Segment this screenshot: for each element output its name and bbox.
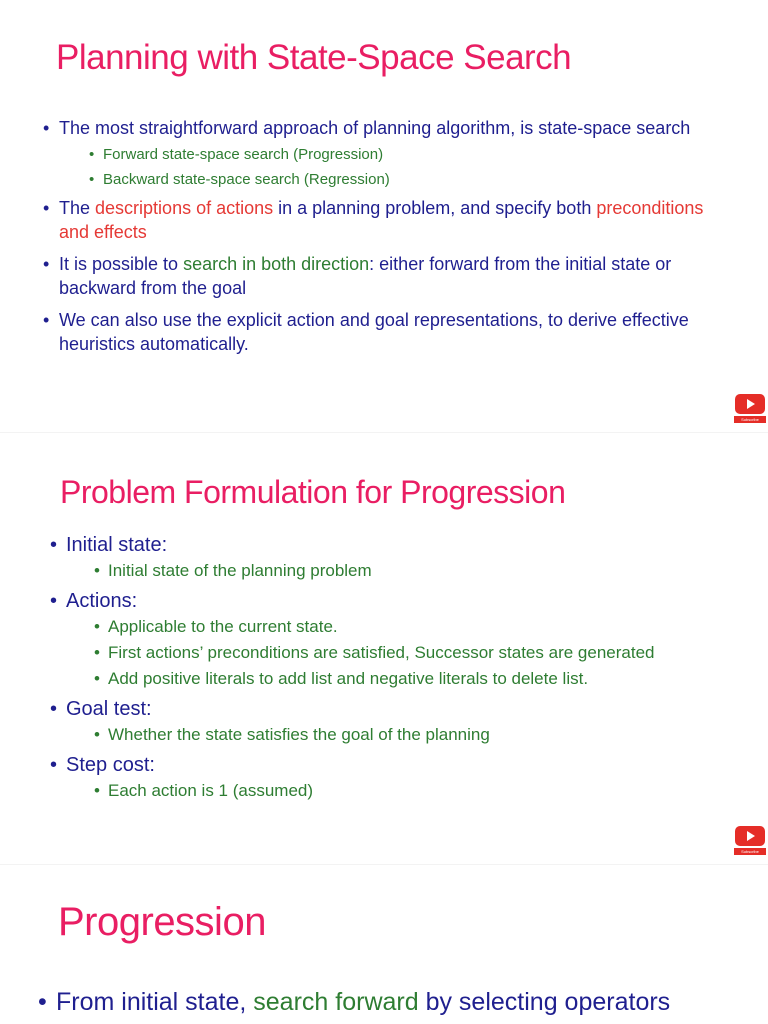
subscribe-label: Subscribe [734,848,766,855]
slide-problem-formulation [0,432,768,864]
bullet-list [50,532,740,808]
bullet-item: • Initial state: • Initial state of the planning problem [50,532,740,582]
sub-bullet-item: • Applicable to the current state. [94,616,740,638]
highlight-text: search forward [253,988,419,1016]
slide-title: Planning with State-Space Search [56,38,572,77]
bullet-item: • It is possible to search in both direction: either forward from the initial state or backward from the goal [43,252,733,300]
bullet-item: • The descriptions of actions in a planning problem, and specify both preconditions and effects [43,196,733,244]
highlight-text: preconditions and effects [59,198,704,242]
sub-bullet-item: • Whether the state satisfies the goal of the planning [94,724,740,746]
sub-bullet-item: • Add positive literals to add list and negative literals to delete list. [94,668,740,690]
bullet-item: • Actions: • Applicable to the current state. • First actions’ preconditions are satisfied, Successor states are generated • Add positive literals to add list and negative literals to delete list. [50,588,740,690]
bullet-item: • Goal test: • Whether the state satisfies the goal of the planning [50,696,740,746]
subscribe-badge[interactable] [734,394,766,424]
youtube-play-icon [735,394,765,414]
subscribe-badge[interactable] [734,826,766,856]
bullet-item: • Step cost: • Each action is 1 (assumed) [50,752,740,802]
sub-bullet-item: • Forward state-space search (Progression) [89,142,733,167]
sub-bullet-list [94,616,740,690]
sub-bullet-item: • First actions’ preconditions are satisfied, Successor states are generated [94,642,740,664]
sub-bullet-item: • Initial state of the planning problem [94,560,740,582]
bullet-item: • We can also use the explicit action and goal representations, to derive effective heuristics automatically. [43,308,733,356]
sub-bullet-list [89,142,733,192]
slide-title: Progression [58,900,266,944]
bullet-item: • The most straightforward approach of planning algorithm, is state-space search • Forward state-space search (Progression) • Backward state-space search (Regression) [43,116,733,192]
highlight-text: descriptions of actions [95,198,274,218]
bullet-item: • From initial state, search forward by selecting operators [38,986,758,1018]
sub-bullet-item: • Backward state-space search (Regression) [89,167,733,192]
sub-bullet-item: • Each action is 1 (assumed) [94,780,740,802]
bullet-list [43,116,733,364]
slide-state-space-search [0,0,768,432]
sub-bullet-list [94,560,740,582]
slide-progression [0,864,768,1024]
youtube-play-icon [735,826,765,846]
sub-bullet-list [94,724,740,746]
subscribe-label: Subscribe [734,416,766,423]
bullet-list [38,986,758,1018]
highlight-text: search in both direction [183,254,370,274]
slide-title: Problem Formulation for Progression [60,474,566,510]
sub-bullet-list [94,780,740,802]
